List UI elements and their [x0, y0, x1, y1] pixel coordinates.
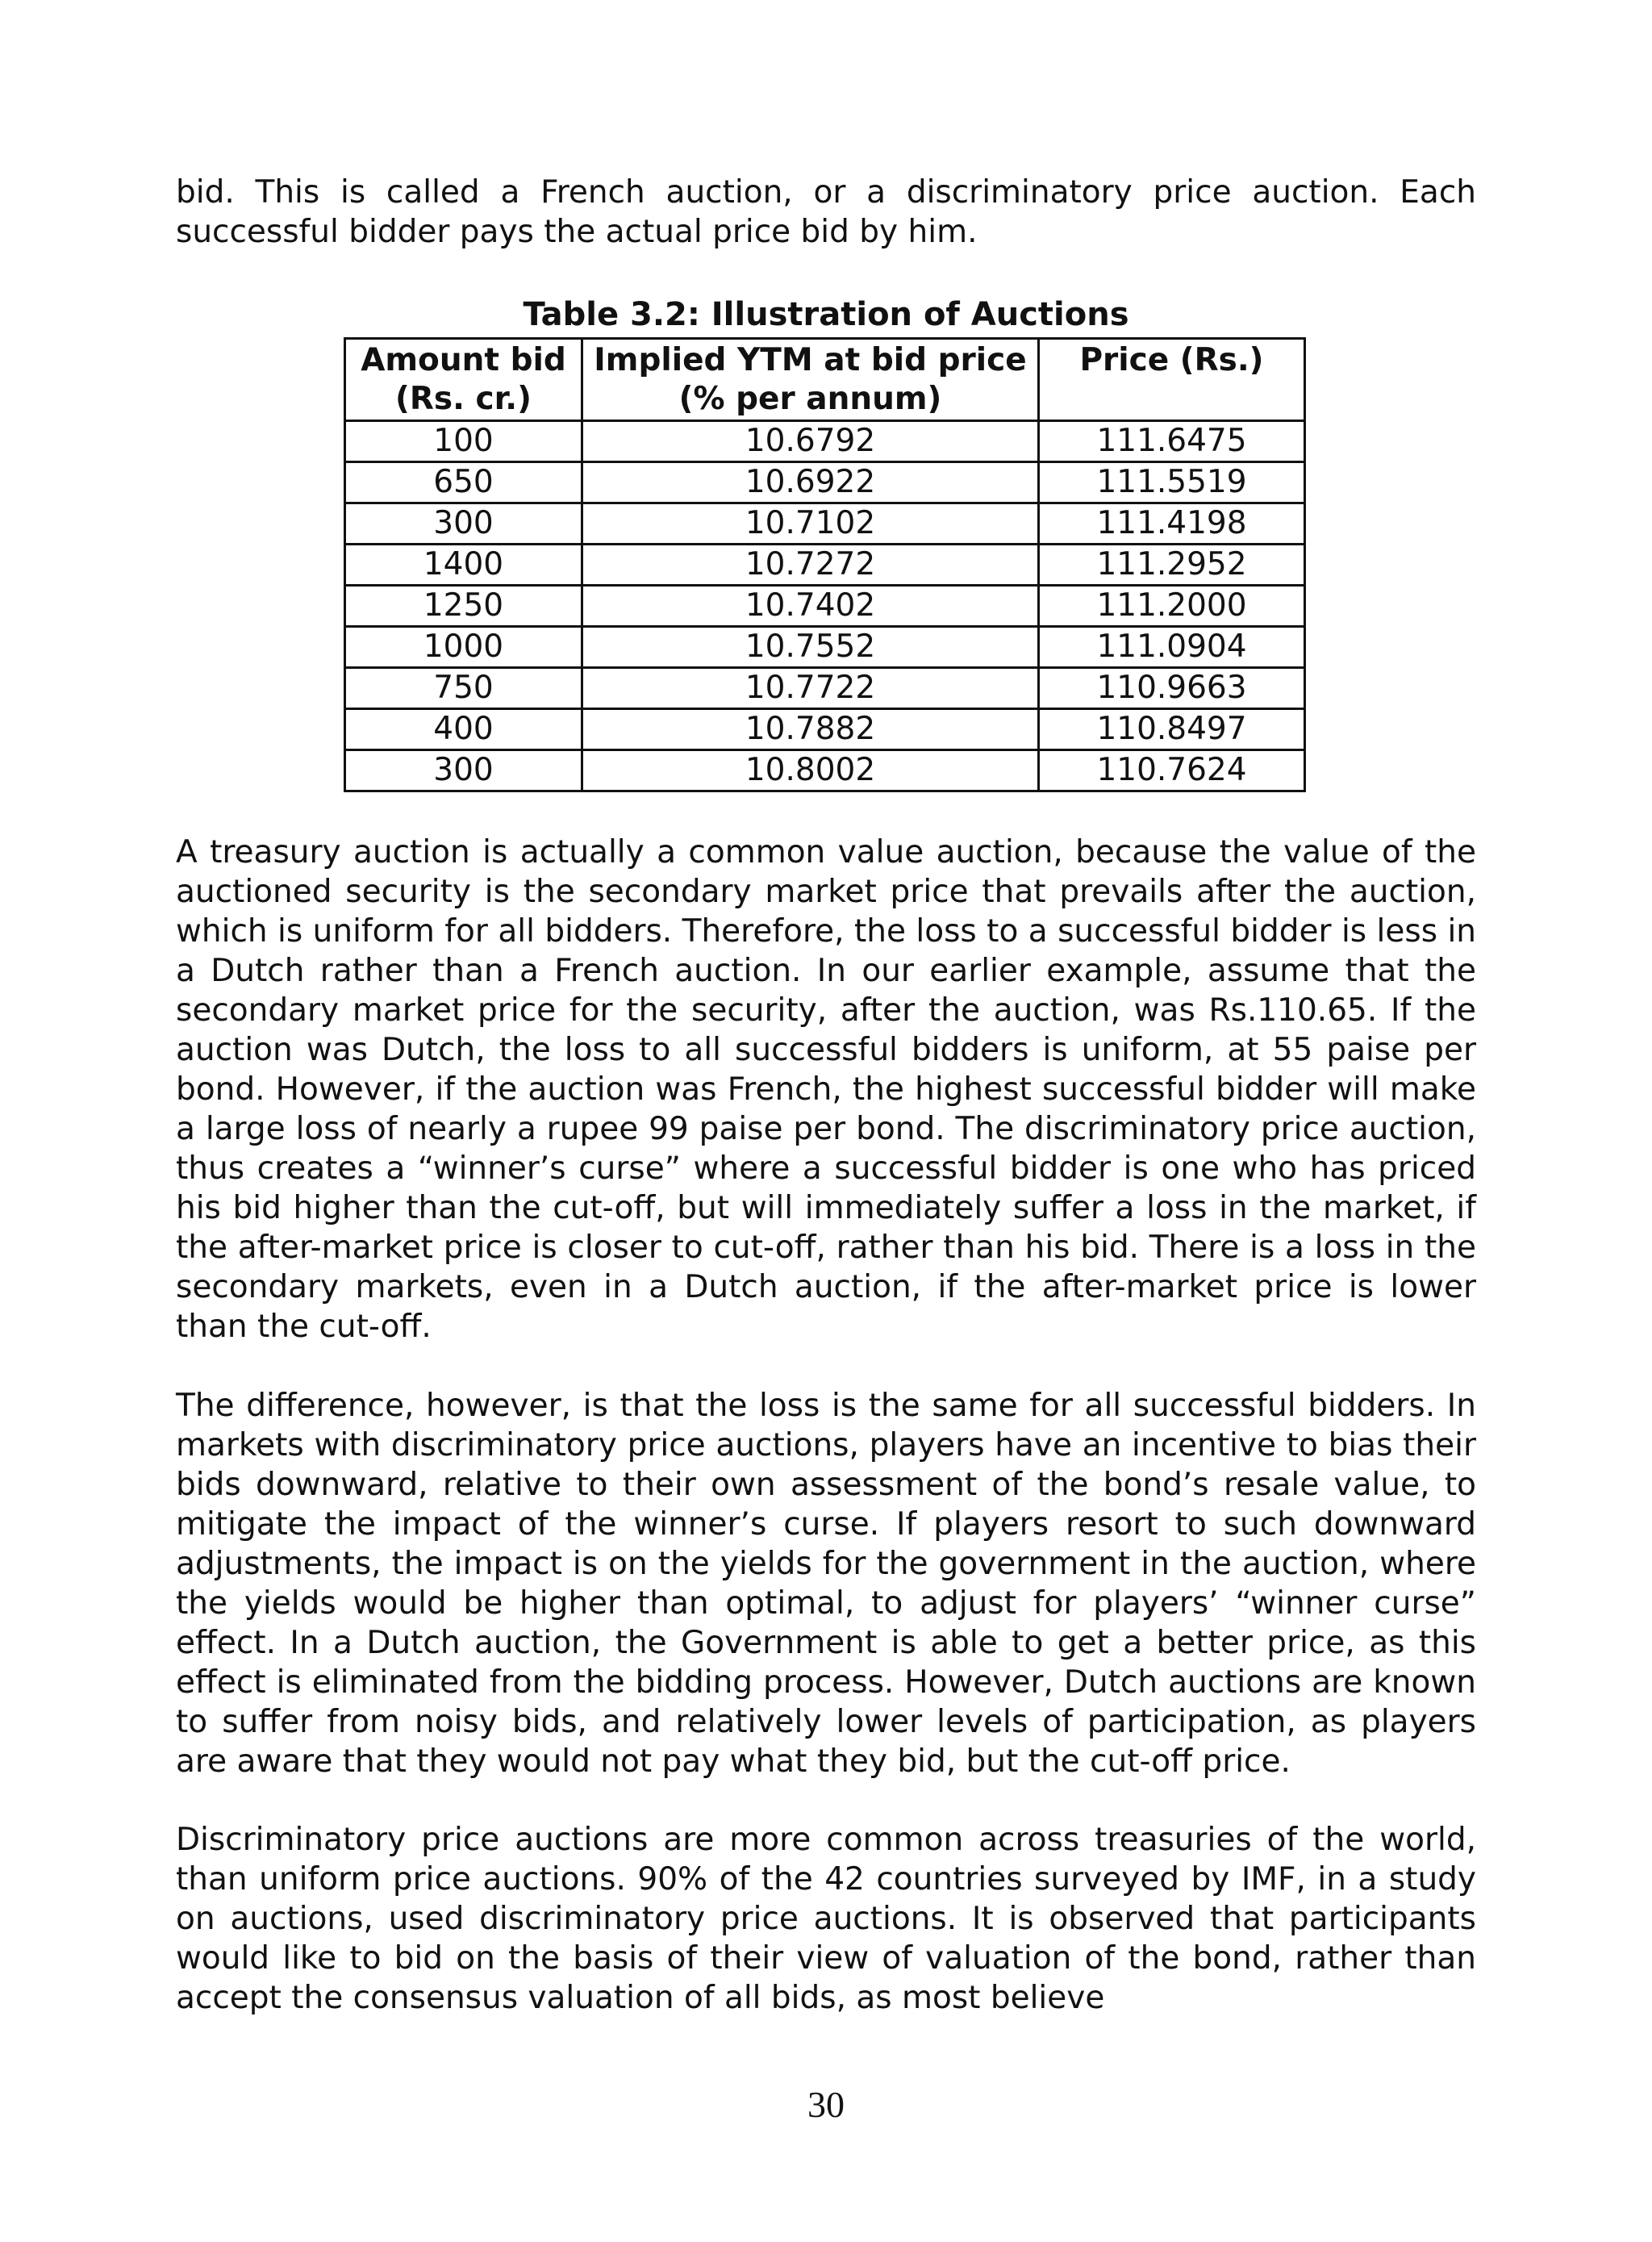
paragraph-text: Discriminatory price auctions are more common across treasuries of the world, than uniform price auctions. 90% of the 42 countries surveyed by IMF, in a study on auctions, used discriminatory price auctions. It is observed that participants would like to bid on the basis of their view of valuation of the bond, rather than accept the consensus valuation of all bids, as most believe — [176, 1822, 1476, 2016]
cell-implied-ytm: 10.7102 — [582, 503, 1039, 545]
cell-implied-ytm: 10.7882 — [582, 709, 1039, 750]
auction-table — [344, 337, 1306, 792]
cell-amount-bid: 400 — [345, 709, 582, 750]
table-body — [345, 421, 1305, 791]
table-row — [345, 627, 1305, 668]
cell-implied-ytm: 10.6792 — [582, 421, 1039, 462]
cell-price: 110.8497 — [1039, 709, 1305, 750]
cell-implied-ytm: 10.7272 — [582, 545, 1039, 586]
cell-amount-bid: 750 — [345, 668, 582, 709]
header-price: Price (Rs.) — [1039, 339, 1305, 421]
table-row — [345, 503, 1305, 545]
table-header-row — [345, 339, 1305, 421]
table-row — [345, 750, 1305, 791]
cell-price: 111.2000 — [1039, 586, 1305, 627]
cell-price: 111.4198 — [1039, 503, 1305, 545]
paragraph-text: The difference, however, is that the loss is the same for all successful bidders. In markets with discriminatory price auctions, players have an incentive to bias their bids downward, relative to their own assessment of the bond’s resale value, to mitigate the impact of the winner’s curse. If players resort to such downward adjustments, the impact is on the yields for the government in the auction, where the yields would be higher than optimal, to adjust for players’ “winner curse” effect. In a Dutch auction, the Government is able to get a better price, as this effect is eliminated from the bidding process. However, Dutch auctions are known to suffer from noisy bids, and relatively lower levels of participation, as players are aware that they would not pay what they bid, but the cut-off price. — [176, 1388, 1476, 1780]
cell-implied-ytm: 10.6922 — [582, 462, 1039, 503]
table-row — [345, 545, 1305, 586]
cell-implied-ytm: 10.7552 — [582, 627, 1039, 668]
header-implied-ytm: Implied YTM at bid price (% per annum) — [582, 339, 1039, 421]
header-amount-bid: Amount bid (Rs. cr.) — [345, 339, 582, 421]
cell-implied-ytm: 10.8002 — [582, 750, 1039, 791]
paragraph-common-value — [176, 833, 1476, 1346]
cell-amount-bid: 1250 — [345, 586, 582, 627]
page-number: 30 — [807, 2084, 845, 2125]
table-row — [345, 709, 1305, 750]
cell-price: 110.7624 — [1039, 750, 1305, 791]
table-row — [345, 421, 1305, 462]
cell-price: 111.5519 — [1039, 462, 1305, 503]
cell-amount-bid: 300 — [345, 750, 582, 791]
table-title: Table 3.2: Illustration of Auctions — [523, 296, 1129, 333]
cell-price: 111.0904 — [1039, 627, 1305, 668]
table-row — [345, 586, 1305, 627]
cell-implied-ytm: 10.7722 — [582, 668, 1039, 709]
table-row — [345, 462, 1305, 503]
intro-paragraph — [176, 173, 1476, 252]
table-row — [345, 668, 1305, 709]
cell-amount-bid: 650 — [345, 462, 582, 503]
cell-price: 111.6475 — [1039, 421, 1305, 462]
intro-text: bid. This is called a French auction, or a discriminatory price auction. Each successful bidder pays the actual price bid by him. — [176, 174, 1476, 250]
paragraph-text: A treasury auction is actually a common value auction, because the value of the auctioned security is the secondary market price that prevails after the auction, which is uniform for all bidders. Therefore, the loss to a successful bidder is less in a Dutch rather than a French auction. In our earlier example, assume that the secondary market price for the security, after the auction, was Rs.110.65. If the auction was Dutch, the loss to all successful bidders is uniform, at 55 paise per bond. However, if the auction was French, the highest successful bidder will make a large loss of nearly a rupee 99 paise per bond. The discriminatory price auction, thus creates a “winner’s curse” where a successful bidder is one who has priced his bid higher than the cut-off, but will immediately suffer a loss in the market, if the after-market price is closer to cut-off, rather than his bid. There is a loss in the secondary markets, even in a Dutch auction, if the after-market price is lower than the cut-off. — [176, 834, 1476, 1345]
paragraph-discriminatory — [176, 1820, 1476, 2018]
cell-price: 110.9663 — [1039, 668, 1305, 709]
cell-amount-bid: 1000 — [345, 627, 582, 668]
cell-amount-bid: 100 — [345, 421, 582, 462]
paragraph-difference — [176, 1386, 1476, 1781]
cell-implied-ytm: 10.7402 — [582, 586, 1039, 627]
cell-price: 111.2952 — [1039, 545, 1305, 586]
cell-amount-bid: 1400 — [345, 545, 582, 586]
cell-amount-bid: 300 — [345, 503, 582, 545]
